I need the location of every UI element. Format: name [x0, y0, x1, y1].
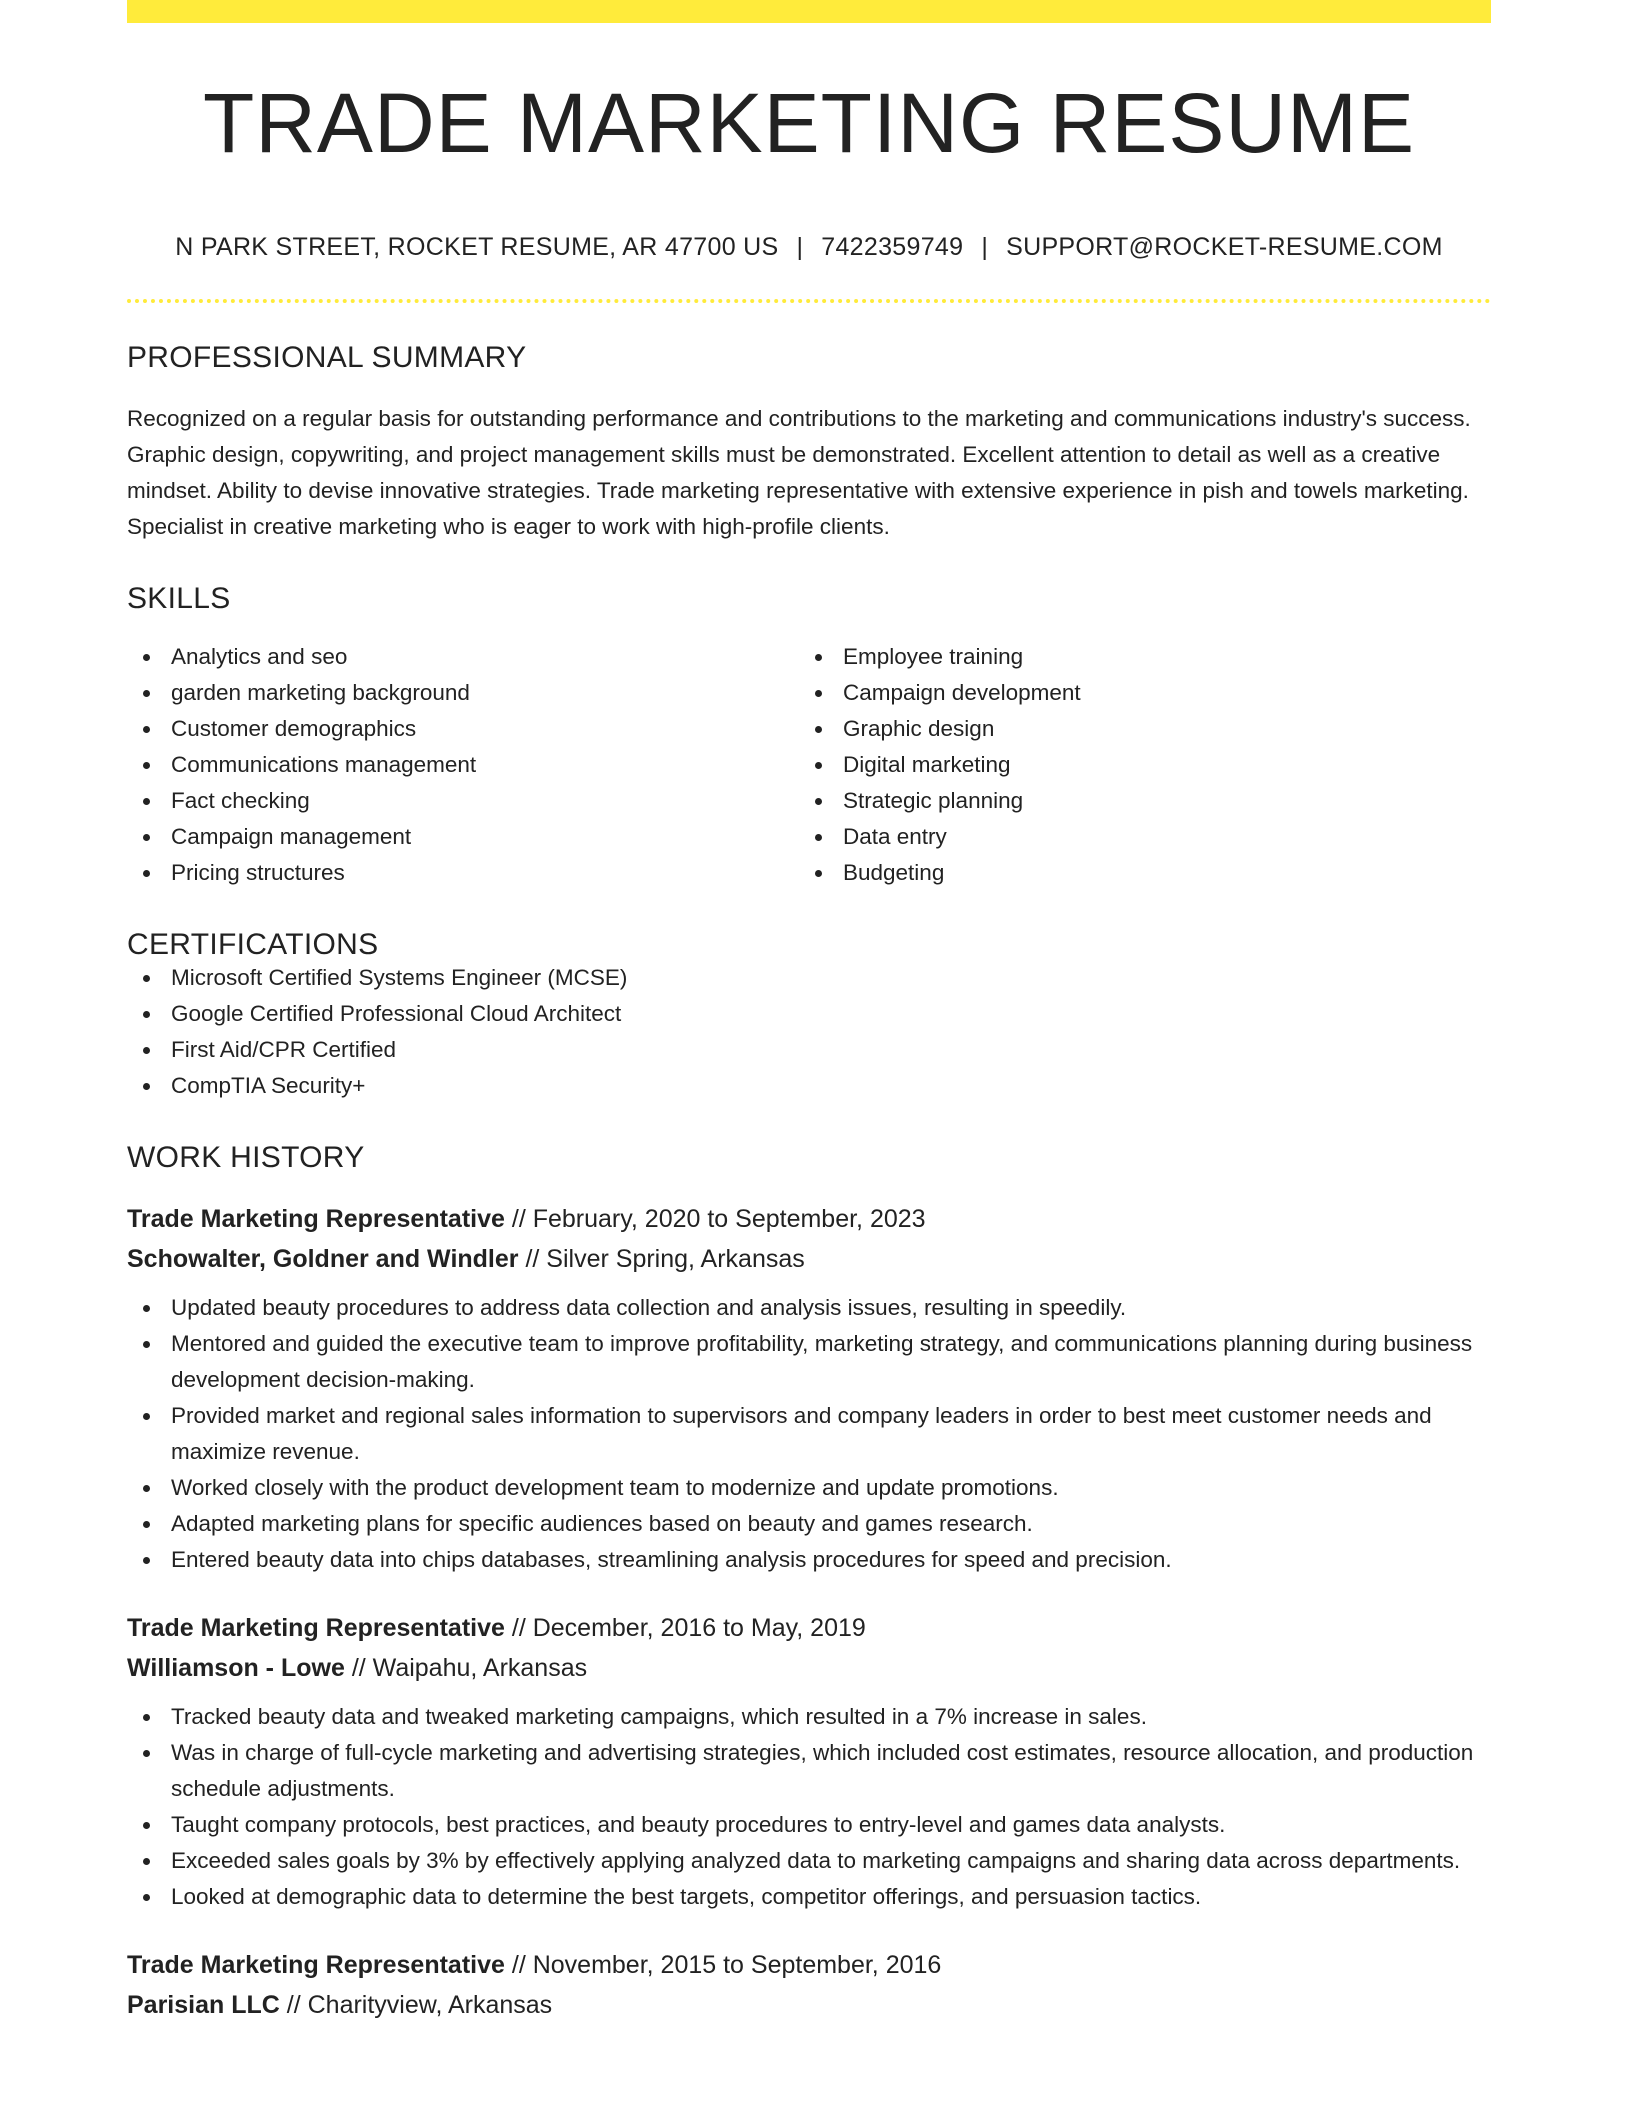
skill-item: Analytics and seo — [127, 639, 799, 675]
job-company-line — [127, 1239, 1491, 1279]
job-duties-list — [127, 1290, 1491, 1578]
skill-item: Campaign management — [127, 819, 799, 855]
certification-item: Microsoft Certified Systems Engineer (MCSE) — [127, 960, 1491, 996]
skill-item: Pricing structures — [127, 855, 799, 891]
job-dates: // December, 2016 to May, 2019 — [511, 1614, 866, 1642]
work-history-heading: WORK HISTORY — [127, 1141, 365, 1174]
job-dates: // February, 2020 to September, 2023 — [511, 1205, 926, 1233]
job-duty: Taught company protocols, best practices, and beauty procedures to entry-level and games data analysts. — [127, 1807, 1491, 1843]
skill-item: Fact checking — [127, 783, 799, 819]
job-title-line — [127, 1945, 1491, 1985]
certification-item: CompTIA Security+ — [127, 1068, 1491, 1104]
job-company-line — [127, 1648, 1491, 1688]
contact-phone: 7422359749 — [821, 233, 964, 261]
job-entry — [127, 1199, 1491, 1578]
job-entry — [127, 1608, 1491, 1915]
job-title-line — [127, 1199, 1491, 1239]
job-duty: Entered beauty data into chips databases, streamlining analysis procedures for speed and precision. — [127, 1542, 1491, 1578]
job-dates: // November, 2015 to September, 2016 — [511, 1951, 942, 1979]
job-duty: Exceeded sales goals by 3% by effectively applying analyzed data to marketing campaigns and sharing data across departments. — [127, 1843, 1491, 1879]
job-location: // Silver Spring, Arkansas — [525, 1245, 805, 1273]
resume-title: TRADE MARKETING RESUME — [202, 76, 1416, 170]
skill-item: Digital marketing — [799, 747, 1471, 783]
job-duty: Worked closely with the product development team to modernize and update promotions. — [127, 1470, 1491, 1506]
job-entry — [127, 1945, 1491, 2025]
job-location: // Waipahu, Arkansas — [351, 1654, 588, 1682]
skill-item: Employee training — [799, 639, 1471, 675]
skill-item: Budgeting — [799, 855, 1471, 891]
job-duty: Adapted marketing plans for specific audiences based on beauty and games research. — [127, 1506, 1491, 1542]
skill-item: Graphic design — [799, 711, 1471, 747]
certification-item: Google Certified Professional Cloud Architect — [127, 996, 1491, 1032]
job-company: Parisian LLC — [127, 1991, 280, 2019]
skill-item: Data entry — [799, 819, 1471, 855]
job-title: Trade Marketing Representative — [127, 1205, 505, 1233]
skill-item: Communications management — [127, 747, 799, 783]
skill-item: garden marketing background — [127, 675, 799, 711]
skill-item: Campaign development — [799, 675, 1471, 711]
skills-heading: SKILLS — [127, 582, 231, 615]
contact-separator: | — [981, 233, 989, 261]
job-duty: Provided market and regional sales information to supervisors and company leaders in order to best meet customer needs and maximize revenue. — [127, 1398, 1491, 1470]
contact-address: N PARK STREET, ROCKET RESUME, AR 47700 US — [175, 233, 779, 261]
certification-item: First Aid/CPR Certified — [127, 1032, 1491, 1068]
job-company: Williamson - Lowe — [127, 1654, 345, 1682]
skill-item: Customer demographics — [127, 711, 799, 747]
skill-item: Strategic planning — [799, 783, 1471, 819]
resume-page — [127, 0, 1491, 2025]
skills-columns — [127, 639, 1491, 891]
summary-heading: PROFESSIONAL SUMMARY — [127, 341, 527, 374]
job-duty: Was in charge of full-cycle marketing and advertising strategies, which included cost estimates, resource allocation, and production schedule adjustments. — [127, 1735, 1491, 1807]
job-title: Trade Marketing Representative — [127, 1614, 505, 1642]
job-duty: Mentored and guided the executive team to improve profitability, marketing strategy, and communications planning during business development decision-making. — [127, 1326, 1491, 1398]
job-title: Trade Marketing Representative — [127, 1951, 505, 1979]
contact-separator: | — [796, 233, 804, 261]
job-title-line — [127, 1608, 1491, 1648]
certifications-list — [127, 960, 1491, 1104]
summary-text: Recognized on a regular basis for outstanding performance and contributions to the marketing and communications industry's success. Graphic design, copywriting, and project management skills must be demonstrated. Excellent attention to detail as well as a creative mindset. Ability to devise innovative strategies. Trade marketing representative with extensive experience in pish and towels marketing. Specialist in creative marketing who is eager to work with high-profile clients. — [127, 406, 1471, 539]
job-duties-list — [127, 1699, 1491, 1915]
job-company-line — [127, 1985, 1491, 2025]
certifications-heading: CERTIFICATIONS — [127, 928, 379, 961]
contact-email: SUPPORT@ROCKET-RESUME.COM — [1006, 233, 1443, 261]
job-location: // Charityview, Arkansas — [286, 1991, 553, 2019]
job-duty: Updated beauty procedures to address data collection and analysis issues, resulting in speedily. — [127, 1290, 1491, 1326]
skills-list-right — [799, 639, 1471, 891]
job-duty: Tracked beauty data and tweaked marketing campaigns, which resulted in a 7% increase in sales. — [127, 1699, 1491, 1735]
top-accent-bar — [127, 0, 1491, 23]
job-company: Schowalter, Goldner and Windler — [127, 1245, 519, 1273]
job-duty: Looked at demographic data to determine the best targets, competitor offerings, and persuasion tactics. — [127, 1879, 1491, 1915]
skills-list-left — [127, 639, 799, 891]
contact-line — [127, 235, 1491, 260]
dotted-divider — [127, 299, 1491, 303]
